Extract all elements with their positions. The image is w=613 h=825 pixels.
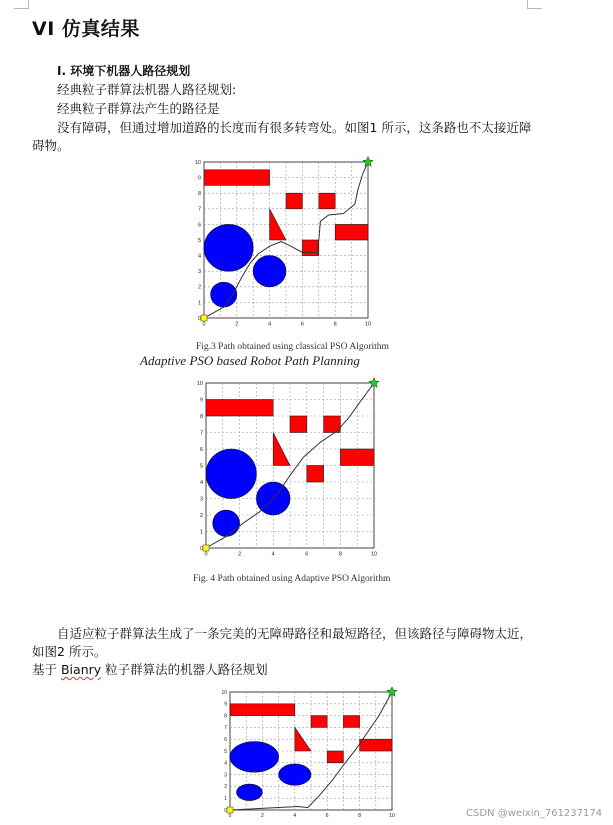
y-tick-label: 6	[199, 446, 203, 453]
figure-classical-pso-path	[170, 156, 400, 328]
obstacle-ellipse	[279, 764, 311, 785]
paragraph-3-line-1: 没有障碍，但通过增加道路的长度而有很多转弯处。如图1 所示，这条路也不太接近障	[57, 120, 532, 135]
page-corner-mark-left	[14, 0, 29, 9]
obstacle-rectangle	[290, 416, 307, 433]
y-tick-label: 9	[199, 397, 203, 404]
obstacle-rectangle	[302, 240, 318, 256]
x-tick-label: 8	[358, 813, 361, 819]
obstacle-rectangle	[230, 704, 295, 716]
figure-2-title: Adaptive PSO based Robot Path Planning	[140, 353, 360, 368]
y-tick-label: 2	[199, 512, 203, 519]
paragraph-5-suffix: 粒子群算法的机器人路径规划	[101, 662, 268, 677]
y-tick-label: 10	[194, 159, 201, 166]
y-tick-label: 1	[224, 795, 227, 802]
y-tick-label: 7	[224, 725, 227, 732]
y-tick-label: 6	[197, 222, 201, 229]
x-tick-label: 0	[202, 321, 206, 328]
x-tick-label: 0	[228, 813, 232, 819]
y-tick-label: 9	[224, 701, 227, 708]
y-tick-label: 7	[199, 430, 203, 437]
y-tick-label: 2	[224, 784, 227, 791]
y-tick-label: 3	[197, 269, 201, 276]
section-heading: VI 仿真结果	[32, 18, 140, 40]
figure-adaptive-pso-path	[166, 376, 406, 562]
y-tick-label: 5	[224, 748, 227, 755]
y-tick-label: 0	[199, 545, 203, 552]
x-tick-label: 6	[300, 321, 304, 328]
y-tick-label: 4	[199, 479, 203, 486]
paragraph-5-prefix: 基于	[32, 662, 61, 677]
x-tick-label: 8	[338, 551, 342, 558]
x-tick-label: 4	[271, 551, 275, 558]
y-tick-label: 4	[197, 253, 201, 260]
y-tick-label: 3	[199, 496, 203, 503]
paragraph-3-line-2: 碍物。	[32, 138, 70, 153]
x-tick-label: 2	[238, 551, 242, 558]
obstacle-circle	[206, 449, 256, 499]
y-tick-label: 2	[197, 284, 201, 291]
paragraph-2: 经典粒子群算法产生的路径是	[57, 101, 220, 116]
obstacle-rectangle	[340, 449, 374, 466]
y-tick-label: 5	[199, 463, 203, 470]
obstacle-rectangle	[327, 751, 343, 763]
x-tick-label: 10	[389, 813, 395, 819]
page-corner-mark-right	[527, 0, 542, 9]
obstacle-rectangle	[335, 224, 368, 240]
csdn-watermark: CSDN @weixin_761237174	[466, 808, 603, 819]
obstacle-rectangle	[319, 193, 335, 209]
y-tick-label: 8	[224, 713, 227, 720]
obstacle-circle	[253, 256, 286, 287]
x-tick-label: 10	[364, 321, 372, 328]
start-marker	[227, 807, 233, 813]
y-tick-label: 0	[224, 807, 227, 814]
x-tick-label: 0	[204, 551, 208, 558]
y-tick-label: 1	[199, 529, 203, 536]
start-marker	[201, 315, 207, 321]
y-tick-label: 3	[224, 772, 227, 779]
obstacle-rectangle	[311, 716, 327, 728]
obstacle-circle	[204, 224, 253, 271]
paragraph-5	[32, 660, 268, 679]
y-tick-label: 8	[197, 191, 201, 198]
y-tick-label: 7	[197, 206, 201, 213]
y-tick-label: 8	[199, 413, 203, 420]
figure-1-caption: Fig.3 Path obtained using classical PSO Algorithm	[196, 342, 389, 352]
obstacle-rectangle	[360, 739, 392, 751]
y-tick-label: 5	[197, 237, 201, 244]
x-tick-label: 4	[293, 813, 297, 819]
paragraph-1: 经典粒子群算法机器人路径规划:	[57, 82, 237, 97]
obstacle-ellipse	[236, 784, 262, 801]
y-tick-label: 9	[197, 175, 201, 182]
y-tick-label: 6	[224, 736, 227, 743]
x-tick-label: 8	[333, 321, 337, 328]
y-tick-label: 0	[197, 315, 201, 322]
y-tick-label: 10	[221, 689, 227, 696]
paragraph-4-line-2: 如图2 所示。	[32, 644, 107, 659]
obstacle-rectangle	[286, 193, 302, 209]
figure-binary-pso-path	[196, 687, 406, 825]
spellcheck-word: Bianry	[60, 662, 102, 677]
x-tick-label: 4	[268, 321, 272, 328]
x-tick-label: 10	[370, 551, 378, 558]
obstacle-ellipse	[230, 742, 279, 773]
obstacle-rectangle	[204, 170, 270, 186]
x-tick-label: 2	[235, 321, 239, 328]
paragraph-4-line-1: 自适应粒子群算法生成了一条完美的无障碍路径和最短路径，但该路径与障碍物太近，	[57, 626, 533, 641]
x-tick-label: 6	[325, 813, 329, 819]
subsection-heading: I. 环境下机器人路径规划	[57, 64, 191, 78]
y-tick-label: 10	[196, 380, 203, 387]
figure-2-caption: Fig. 4 Path obtained using Adaptive PSO Algorithm	[193, 574, 391, 584]
y-tick-label: 1	[197, 300, 201, 307]
start-marker	[203, 545, 209, 551]
y-tick-label: 4	[224, 760, 227, 767]
obstacle-rectangle	[343, 716, 359, 728]
x-tick-label: 6	[305, 551, 309, 558]
x-tick-label: 2	[261, 813, 264, 819]
obstacle-rectangle	[307, 466, 324, 483]
obstacle-rectangle	[206, 400, 273, 417]
obstacle-circle	[213, 510, 240, 536]
